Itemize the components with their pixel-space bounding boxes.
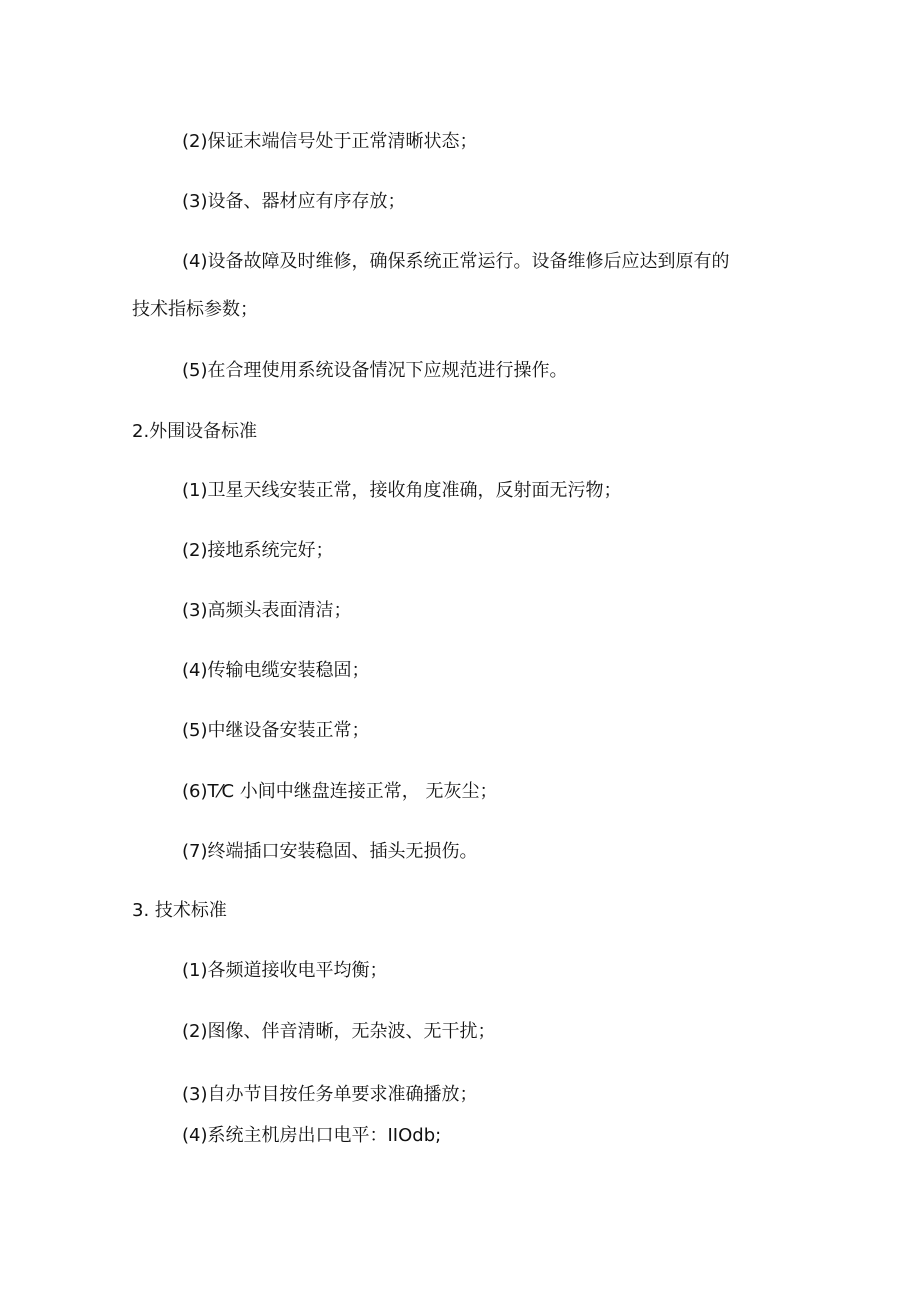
text-line: (4)设备故障及时维修，确保系统正常运行。设备维修后应达到原有的 [182,251,730,272]
text-line: (5)在合理使用系统设备情况下应规范进行操作。 [182,360,568,381]
text-line: (6)T⁄C 小间中继盘连接正常， 无灰尘； [182,781,498,802]
text-line: (2)图像、伴音清晰，无杂波、无干扰； [182,1021,496,1042]
text-line: (3)自办节目按任务单要求准确播放； [182,1084,478,1105]
text-line: 技术指标参数； [132,299,258,320]
text-line: (5)中继设备安装正常； [182,720,370,741]
text-line: (3)设备、器材应有序存放； [182,191,406,212]
text-line: (2)接地系统完好； [182,540,334,561]
text-line: (7)终端插口安装稳固、插头无损伤。 [182,841,478,862]
text-line: (2)保证末端信号处于正常清晰状态； [182,131,478,152]
text-line: (4)传输电缆安装稳固； [182,660,370,681]
text-line: (1)卫星天线安装正常，接收角度准确，反射面无污物； [182,480,622,501]
text-line: (4)系统主机房出口电平：IIOdb; [182,1125,442,1146]
text-line: (3)高频头表面清洁； [182,600,352,621]
section-heading: 2.外围设备标准 [132,421,258,442]
section-heading: 3. 技术标准 [132,900,227,921]
text-line: (1)各频道接收电平均衡； [182,960,388,981]
